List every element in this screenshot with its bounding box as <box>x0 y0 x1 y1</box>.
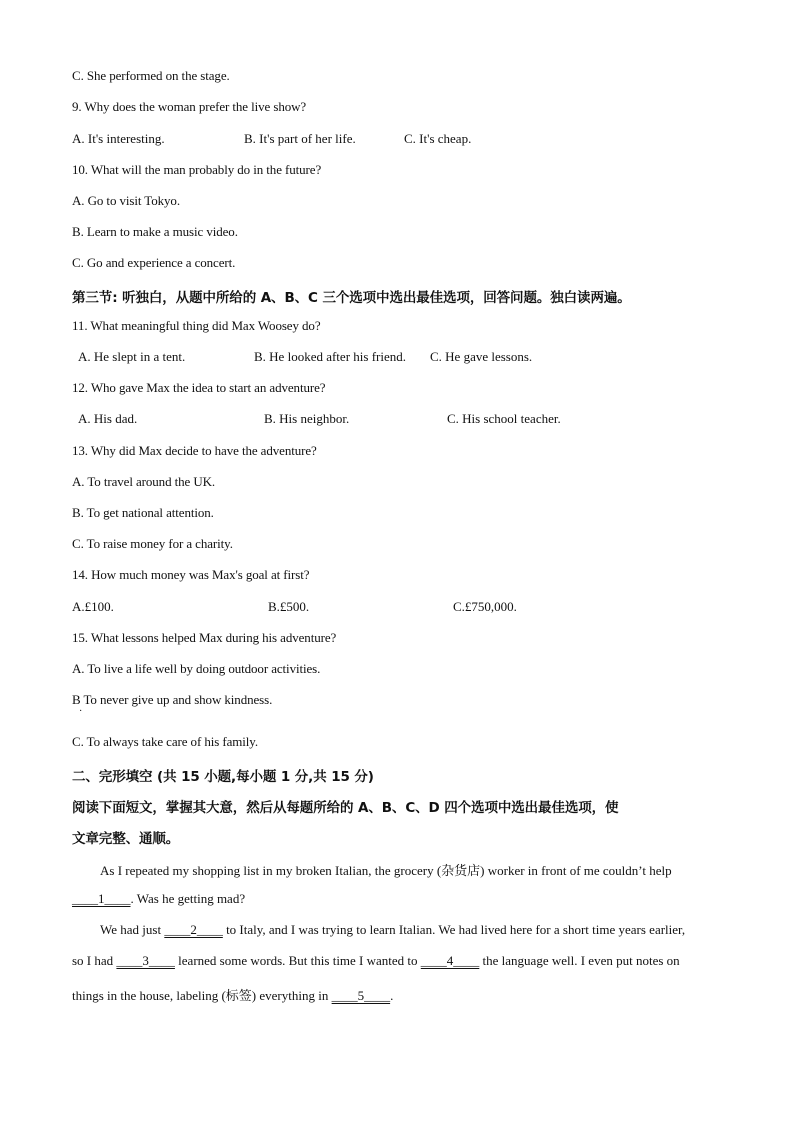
q12-question: 12. Who gave Max the idea to start an adventure? <box>72 380 326 395</box>
q10-option-c: C. Go and experience a concert. <box>72 255 236 270</box>
q14-option-c: C.£750,000. <box>453 599 517 614</box>
passage-text: to Italy, and I was trying to learn Italian. We had lived here for a short time years earlier, <box>222 922 686 937</box>
q12-option-a: A. His dad. <box>78 411 138 426</box>
q11-option-b: B. He looked after his friend. <box>254 349 406 364</box>
q9-option-a: A. It's interesting. <box>72 131 165 146</box>
q10-option-a: A. Go to visit Tokyo. <box>72 193 180 208</box>
passage-line4 <box>72 953 680 969</box>
blank-3: ____3____ <box>116 953 175 968</box>
q13-option-a: A. To travel around the UK. <box>72 474 216 489</box>
q11-question: 11. What meaningful thing did Max Woosey do? <box>72 318 321 333</box>
q11-option-c: C. He gave lessons. <box>430 349 533 364</box>
q12-option-b: B. His neighbor. <box>264 411 350 426</box>
q14-option-b: B.£500. <box>268 599 310 614</box>
blank-4: ____4____ <box>420 953 480 968</box>
part2-title: 二、完形填空 (共 15 小题,每小题 1 分,共 15 分) <box>72 769 374 785</box>
blank-1: ____1____ <box>72 891 131 906</box>
passage-text: . Was he getting mad? <box>130 891 246 906</box>
q9-option-c: C. It's cheap. <box>404 131 472 146</box>
passage-text: learned some words. But this time I wanted to <box>174 953 421 968</box>
stray-mark: · <box>79 706 83 717</box>
section3-heading: 第三节: 听独白，从题中所给的 A、B、C 三个选项中选出最佳选项，回答问题。独白读两遍。 <box>72 290 631 306</box>
passage-text: . <box>390 988 394 1003</box>
passage-line1 <box>100 860 672 879</box>
part2-instruction-line2: 文章完整、通顺。 <box>72 831 180 847</box>
q15-question: 15. What lessons helped Max during his adventure? <box>72 630 337 645</box>
passage-line5 <box>72 985 393 1004</box>
blank-5: ____5____ <box>331 988 391 1003</box>
q14-question: 14. How much money was Max's goal at first? <box>72 567 310 582</box>
q12-option-c: C. His school teacher. <box>447 411 561 426</box>
passage-text: We had just <box>100 922 165 937</box>
blank-2: ____2____ <box>164 922 223 937</box>
passage-line3 <box>100 922 685 938</box>
q10-option-b: B. Learn to make a music video. <box>72 224 238 239</box>
q8-option-c: C. She performed on the stage. <box>72 68 230 83</box>
q13-option-b: B. To get national attention. <box>72 505 214 520</box>
passage-text: the language well. I even put notes on <box>479 953 680 968</box>
passage-line2 <box>72 891 245 907</box>
passage-text: As I repeated my shopping list in my broken Italian, the grocery (杂货店) worker in front of me couldn’t help <box>100 863 672 878</box>
q13-option-c: C. To raise money for a charity. <box>72 536 233 551</box>
passage-text: things in the house, labeling (标签) everything in <box>72 988 332 1003</box>
q15-option-c: C. To always take care of his family. <box>72 734 259 749</box>
passage-text: so I had <box>72 953 117 968</box>
q9-option-b: B. It's part of her life. <box>244 131 356 146</box>
part2-instruction-line1: 阅读下面短文，掌握其大意，然后从每题所给的 A、B、C、D 四个选项中选出最佳选项，使 <box>72 800 619 816</box>
q9-question: 9. Why does the woman prefer the live show? <box>72 99 307 114</box>
q10-question: 10. What will the man probably do in the future? <box>72 162 322 177</box>
q11-option-a: A. He slept in a tent. <box>78 349 186 364</box>
q13-question: 13. Why did Max decide to have the adventure? <box>72 443 317 458</box>
q15-option-a: A. To live a life well by doing outdoor activities. <box>72 661 321 676</box>
q14-option-a: A.£100. <box>72 599 114 614</box>
q15-option-b: B To never give up and show kindness. <box>72 692 273 707</box>
